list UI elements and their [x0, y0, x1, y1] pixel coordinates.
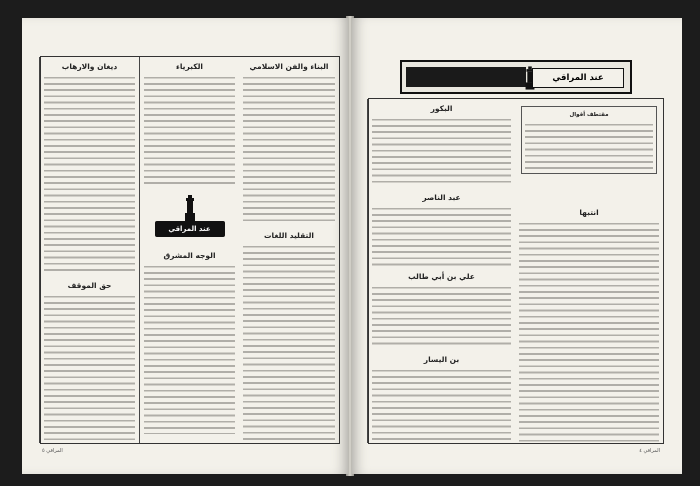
section-heading: بن اليسار — [423, 355, 460, 364]
column-body-text — [44, 294, 135, 443]
section-heading: التقليد اللغات — [264, 231, 314, 240]
column-body-text — [372, 206, 511, 266]
section-heading: البكور — [430, 104, 453, 113]
column-body-text — [372, 117, 511, 187]
banner-ornament — [406, 67, 526, 87]
right-page — [352, 18, 682, 474]
column-heading: الكبرياء — [176, 62, 203, 71]
quote-box — [521, 106, 657, 174]
column-body-text — [519, 221, 659, 443]
left-page — [22, 18, 348, 474]
page-folio: المراقي ٥ — [42, 448, 63, 454]
column-body-text — [243, 244, 335, 443]
section-heading: انتبها — [579, 208, 599, 217]
column-body-text — [144, 264, 235, 434]
right-col-1 — [515, 99, 663, 443]
publication-logo — [151, 195, 229, 241]
left-col-1 — [239, 57, 339, 443]
column-body-text — [243, 75, 335, 225]
logo-label: عند المراقي — [155, 221, 225, 237]
banner-title: عند المراقي — [532, 68, 624, 88]
section-heading: عبد الناصر — [422, 193, 461, 202]
left-col-3 — [39, 57, 139, 443]
section-heading: حق الموقف — [67, 281, 112, 290]
left-page-frame — [40, 56, 340, 444]
page-banner — [400, 60, 632, 94]
section-heading: علي بن أبي طالب — [408, 272, 475, 281]
minaret-icon — [181, 195, 199, 221]
column-body-text — [144, 75, 235, 187]
column-body-text — [372, 285, 511, 349]
quote-caption: مقتطف أقوال — [569, 112, 609, 118]
right-col-2 — [367, 99, 515, 443]
section-heading: الوجه المشرق — [163, 251, 216, 260]
page-folio: المراقي ٤ — [639, 448, 660, 454]
column-body-text — [44, 75, 135, 275]
right-page-frame — [368, 98, 664, 444]
left-col-2 — [139, 57, 239, 443]
column-heading: البناء والفن الاسلامي — [249, 62, 329, 71]
column-heading: ديغان والارهاب — [61, 62, 118, 71]
column-body-text — [372, 368, 511, 443]
quote-text — [525, 122, 653, 170]
